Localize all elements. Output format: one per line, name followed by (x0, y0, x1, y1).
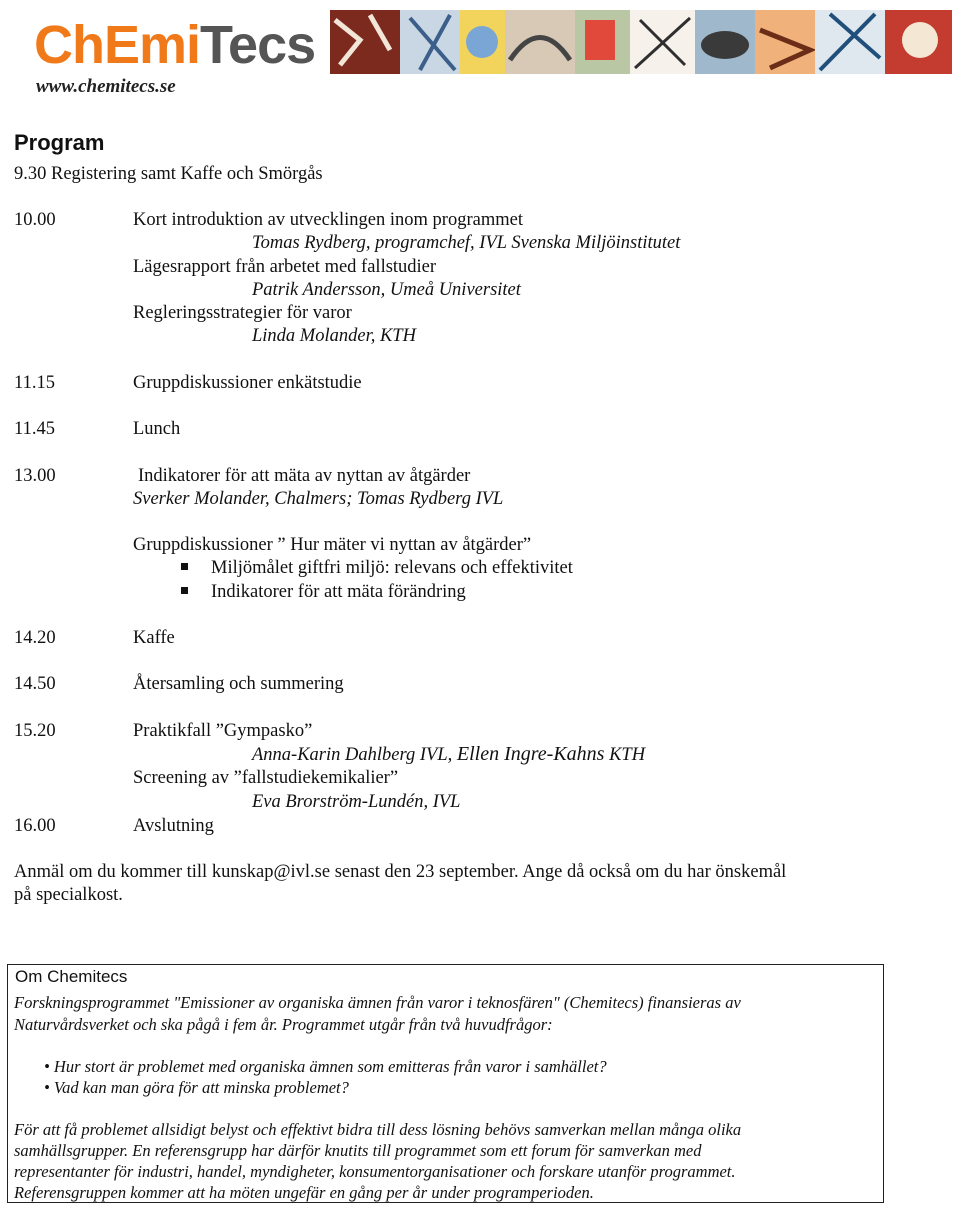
about-closing: representanter för industri, handel, myndigheter, konsumentorganisationer och forskare utanför programmet. (14, 1162, 736, 1181)
session-title: Screening av ”fallstudiekemikalier” (133, 768, 399, 788)
discussion-title: Gruppdiskussioner ” Hur mäter vi nyttan av åtgärder” (133, 535, 532, 555)
session-title: Regleringsstrategier för varor (133, 303, 352, 323)
logo-part-e: E (103, 15, 140, 75)
about-closing: För att få problemet allsidigt belyst och effektivt bidra till dess lösning behövs samverkan mellan många olika (14, 1120, 742, 1139)
program-heading: Program (14, 130, 105, 155)
about-intro: Forskningsprogrammet "Emissioner av organiska ämnen från varor i teknosfären" (Chemitecs) finansieras av (14, 993, 741, 1012)
agenda-time: 10.00 (14, 210, 56, 230)
session-speaker: Tomas Rydberg, programchef, IVL Svenska Miljöinstitutet (252, 233, 681, 253)
logo-part-mi: mi (139, 15, 201, 75)
chemitecs-logo (34, 14, 314, 99)
banner-collage-image (330, 10, 952, 74)
about-closing: samhällsgrupper. En referensgrupp har därför knutits till programmet som ett forum för samverkan med (14, 1141, 702, 1160)
about-question: • Hur stort är problemet med organiska ämnen som emitteras från varor i samhället? (44, 1057, 607, 1076)
discussion-bullet-item: Miljömålet giftfri miljö: relevans och effektivitet (211, 558, 573, 578)
logo-wordmark (34, 14, 315, 76)
agenda-time: 11.45 (14, 419, 55, 439)
speaker-part: KTH (604, 745, 646, 765)
about-intro: Naturvårdsverket och ska pågå i fem år. Programmet utgår från två huvudfrågor: (14, 1015, 553, 1034)
bullet-square-icon (181, 587, 188, 594)
session-title: Kaffe (133, 628, 175, 648)
session-title: Avslutning (133, 816, 214, 836)
agenda-time: 16.00 (14, 816, 56, 836)
agenda-time: 14.20 (14, 628, 56, 648)
session-title: Återsamling och summering (133, 674, 344, 694)
session-title: Praktikfall ”Gympasko” (133, 721, 313, 741)
session-speaker: Patrik Andersson, Umeå Universitet (252, 280, 521, 300)
session-title: Lägesrapport från arbetet med fallstudier (133, 257, 437, 277)
agenda-time: 11.15 (14, 373, 55, 393)
agenda-time: 13.00 (14, 466, 56, 486)
session-title: Kort introduktion av utvecklingen inom programmet (133, 210, 523, 230)
session-speaker: Eva Brorström-Lundén, IVL (252, 792, 461, 812)
logo-part-ch: Ch (34, 15, 104, 75)
logo-part-t: T (200, 15, 229, 75)
discussion-bullet-item: Indikatorer för att mäta förändring (211, 582, 466, 602)
agenda-time: 14.50 (14, 674, 56, 694)
speaker-part: Anna-Karin Dahlberg IVL, (252, 745, 457, 765)
registration-note: Anmäl om du kommer till kunskap@ivl.se senast den 23 september. Ange då också om du har önskemål (14, 862, 787, 882)
speaker-part-large: Ellen Ingre-Kahns (456, 743, 605, 765)
about-question: • Vad kan man göra för att minska problemet? (44, 1078, 349, 1097)
registration-line: 9.30 Registering samt Kaffe och Smörgås (14, 164, 323, 184)
logo-url: www.chemitecs.se (36, 76, 176, 97)
about-chemitecs-box (7, 964, 884, 1203)
session-title: Indikatorer för att mäta av nyttan av åtgärder (138, 466, 471, 486)
registration-note: på specialkost. (14, 885, 123, 905)
session-title: Lunch (133, 419, 181, 439)
session-title: Gruppdiskussioner enkätstudie (133, 373, 362, 393)
session-speaker (252, 743, 645, 766)
header-banner-image (330, 10, 952, 74)
about-closing: Referensgruppen kommer att ha möten ungefär en gång per år under programperioden. (14, 1183, 594, 1202)
about-title: Om Chemitecs (15, 967, 128, 986)
session-speaker: Sverker Molander, Chalmers; Tomas Rydberg IVL (133, 489, 504, 509)
agenda-time: 15.20 (14, 721, 56, 741)
bullet-square-icon (181, 563, 188, 570)
session-speaker: Linda Molander, KTH (252, 326, 416, 346)
logo-part-ecs: ecs (228, 15, 316, 75)
